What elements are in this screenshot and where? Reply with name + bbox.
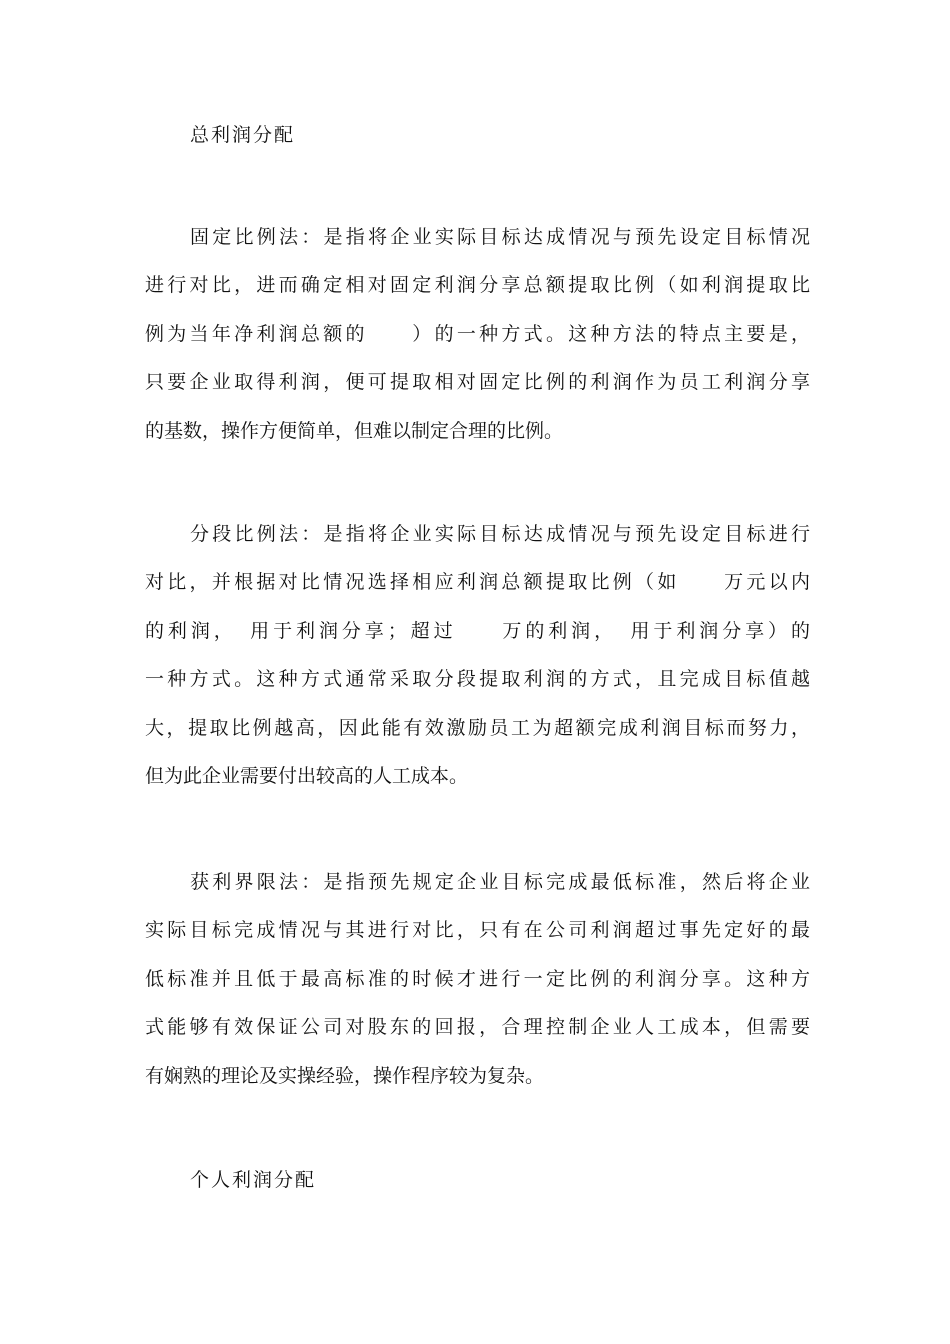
paragraph-fixed-ratio-method bbox=[145, 213, 810, 455]
paragraph-line: 一种方式。这种方式通常采取分段提取利润的方式，且完成目标值越 bbox=[145, 668, 810, 691]
paragraph-line: 获利界限法：是指预先规定企业目标完成最低标准，然后将企业 bbox=[190, 871, 810, 893]
paragraph-line: 的利润， 用于利润分享；超过 万的利润， 用于利润分享）的 bbox=[145, 619, 810, 642]
paragraph-segmented-ratio-method bbox=[145, 510, 810, 800]
paragraph-line: 对比，并根据对比情况选择相应利润总额提取比例（如 万元以内 bbox=[145, 571, 810, 594]
paragraph-line: 有娴熟的理论及实操经验，操作程序较为复杂。 bbox=[145, 1064, 545, 1087]
paragraph-line: 式能够有效保证公司对股东的回报，合理控制企业人工成本，但需要 bbox=[145, 1016, 810, 1039]
paragraph-line: 分段比例法：是指将企业实际目标达成情况与预先设定目标进行 bbox=[190, 523, 810, 545]
paragraph-line: 大，提取比例越高，因此能有效激励员工为超额完成利润目标而努力， bbox=[145, 716, 810, 739]
paragraph-line: 的基数，操作方便简单，但难以制定合理的比例。 bbox=[145, 419, 564, 442]
paragraph-line: 进行对比，进而确定相对固定利润分享总额提取比例（如利润提取比 bbox=[145, 274, 810, 297]
paragraph-line: 低标准并且低于最高标准的时候才进行一定比例的利润分享。这种方 bbox=[145, 967, 810, 990]
heading-total-profit-distribution: 总利润分配 bbox=[190, 124, 296, 146]
heading-personal-profit-distribution: 个人利润分配 bbox=[190, 1169, 317, 1191]
paragraph-line: 例为当年净利润总额的 ）的一种方式。这种方法的特点主要是， bbox=[145, 322, 810, 345]
paragraph-line: 固定比例法：是指将企业实际目标达成情况与预先设定目标情况 bbox=[190, 226, 810, 248]
paragraph-line: 实际目标完成情况与其进行对比，只有在公司利润超过事先定好的最 bbox=[145, 919, 810, 942]
paragraph-line: 但为此企业需要付出较高的人工成本。 bbox=[145, 764, 469, 787]
paragraph-line: 只要企业取得利润，便可提取相对固定比例的利润作为员工利润分享 bbox=[145, 371, 810, 394]
paragraph-profit-threshold-method bbox=[145, 858, 810, 1100]
